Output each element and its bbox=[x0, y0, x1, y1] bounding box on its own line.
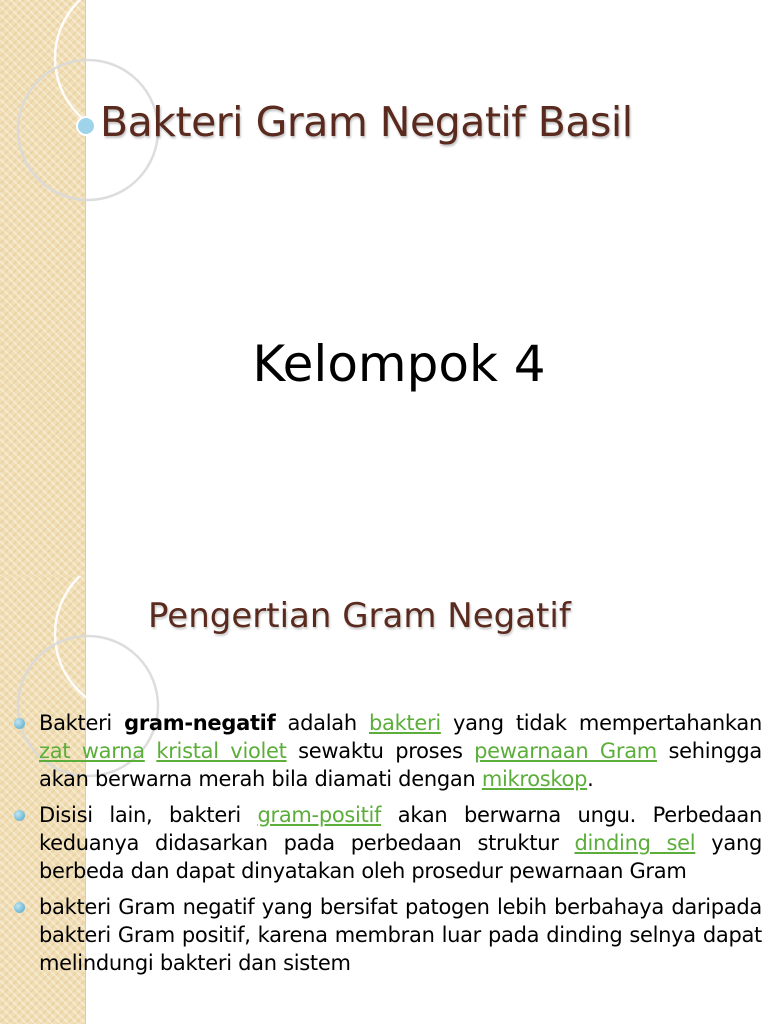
bullet-item bbox=[14, 709, 762, 793]
bullet-dot-icon bbox=[14, 810, 25, 821]
bullet-text: Disisi lain, bakteri bbox=[39, 803, 258, 827]
bullet-text: . bbox=[587, 767, 594, 791]
term-link[interactable]: kristal violet bbox=[156, 739, 287, 763]
term-link[interactable]: bakteri bbox=[368, 711, 441, 735]
bullet-list bbox=[14, 709, 762, 985]
bullet-text: sehingga akan berwarna merah bila diamati dengan bbox=[39, 739, 762, 791]
bullet-text bbox=[145, 739, 157, 763]
bullet-text: adalah bbox=[275, 711, 369, 735]
bullet-text: Bakteri bbox=[39, 711, 125, 735]
bullet-text: sewaktu proses bbox=[286, 739, 475, 763]
term-link[interactable]: gram-positif bbox=[257, 803, 382, 827]
bullet-text: yang berbeda dan dapat dinyatakan oleh prosedur pewarnaan Gram bbox=[39, 831, 762, 883]
slide-2 bbox=[0, 576, 768, 1024]
slide-title: Pengertian Gram Negatif bbox=[148, 596, 571, 636]
bullet-text: akan berwarna ungu. Perbedaan keduanya didasarkan pada perbedaan struktur bbox=[39, 803, 762, 855]
bullet-item bbox=[14, 801, 762, 885]
bullet-dot-icon bbox=[14, 718, 25, 729]
bullet-dot-icon bbox=[14, 902, 25, 913]
term-link[interactable]: pewarnaan Gram bbox=[474, 739, 657, 763]
bullet-text: yang tidak mempertahankan bbox=[440, 711, 762, 735]
bullet-text: bakteri Gram negatif yang bersifat patogen lebih berbahaya daripada bakteri Gram positif, karena membran luar pada dinding selnya dapat melindungi bakteri dan sistem bbox=[39, 895, 762, 975]
bold-term: gram-negatif bbox=[124, 711, 276, 735]
bullet-item bbox=[14, 893, 762, 977]
term-link[interactable]: mikroskop bbox=[481, 767, 588, 791]
slide-title: Bakteri Gram Negatif Basil bbox=[100, 98, 633, 146]
slide-subtitle: Kelompok 4 bbox=[252, 335, 546, 393]
term-link[interactable]: zat warna bbox=[39, 739, 145, 763]
term-link[interactable]: dinding sel bbox=[574, 831, 696, 855]
